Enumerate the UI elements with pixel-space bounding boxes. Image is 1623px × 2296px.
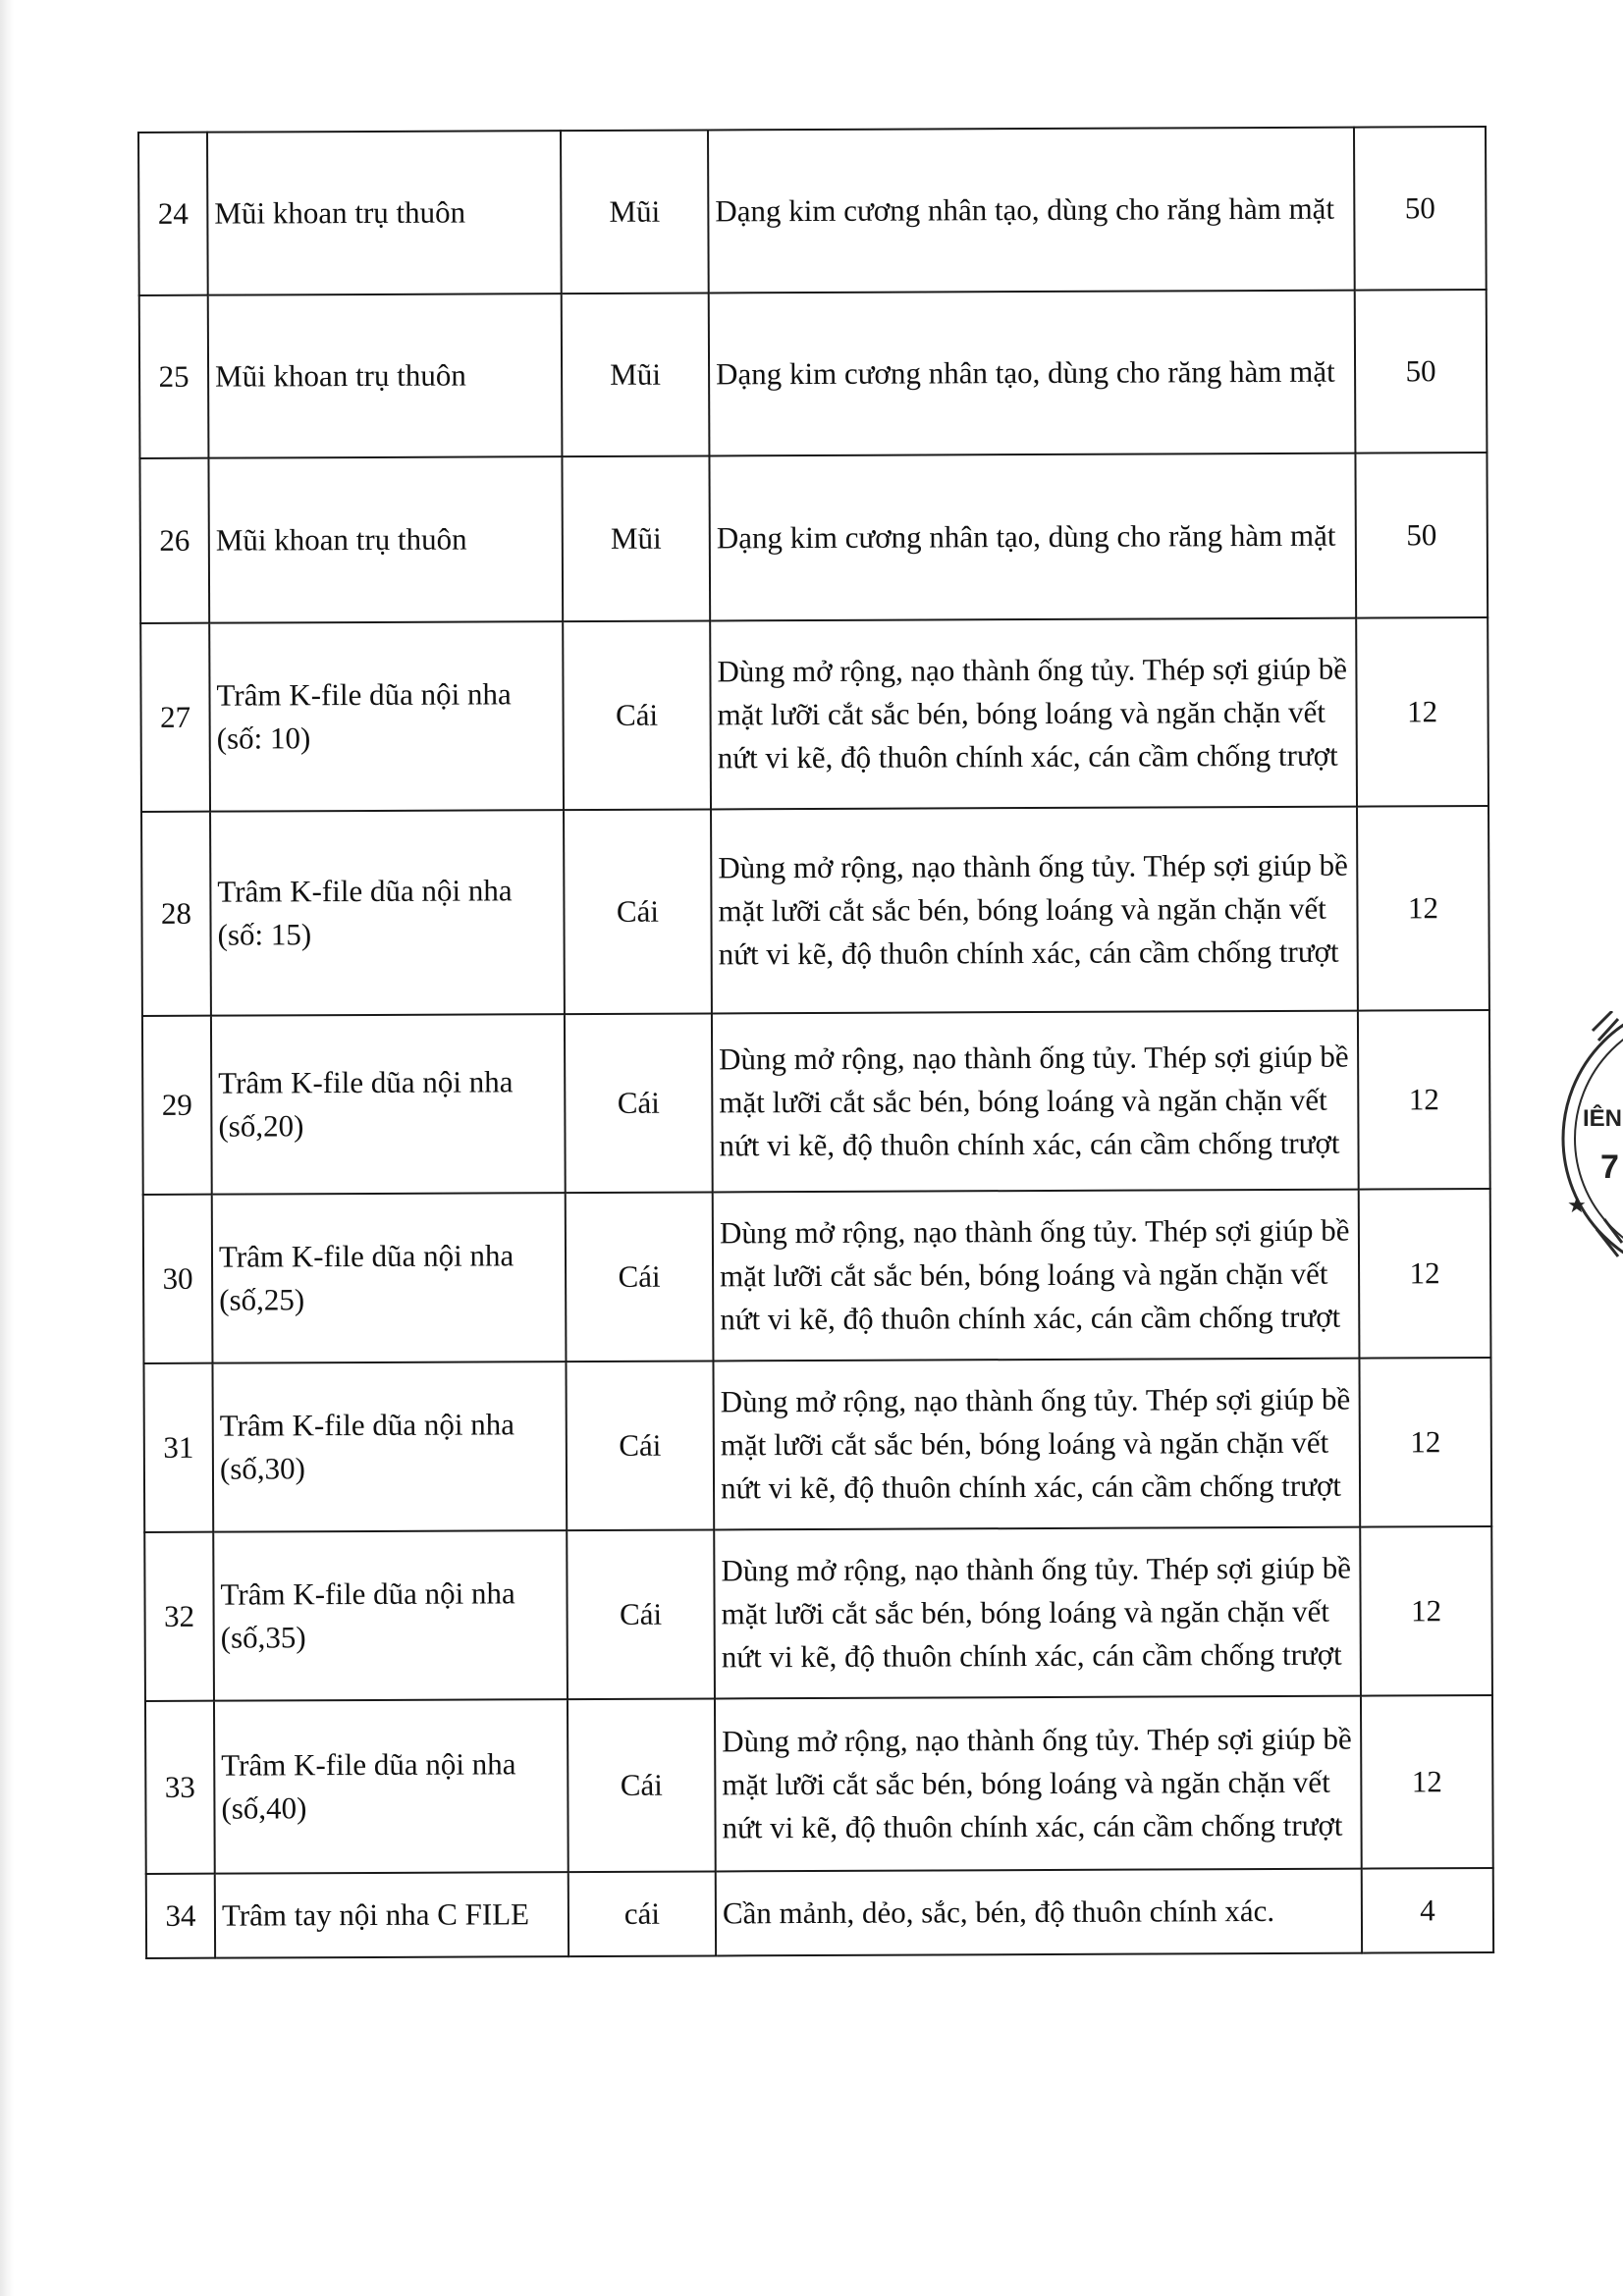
row-number: 25: [139, 295, 209, 458]
stamp-ring-icon: [1553, 1011, 1623, 1266]
item-unit: Mũi: [562, 455, 710, 621]
row-number: 33: [145, 1701, 215, 1874]
table-row: [139, 453, 1488, 623]
item-unit: Cái: [565, 1013, 713, 1193]
item-unit: Cái: [568, 1698, 716, 1872]
table-row: [139, 290, 1488, 458]
row-number: 34: [146, 1874, 215, 1958]
item-quantity: 50: [1355, 453, 1488, 618]
stamp-text-1: IÊN: [1583, 1105, 1623, 1132]
row-number: 31: [143, 1363, 213, 1532]
table-row: [144, 1526, 1492, 1701]
item-description: Dùng mở rộng, nạo thành ống tủy. Thép sợi giúp bề mặt lưỡi cắt sắc bén, bóng loáng và ngăn chặn vết nứt vi kẽ, độ thuôn chính xác, cán cầm chống trượt: [714, 1527, 1361, 1699]
item-unit: Cái: [566, 1192, 714, 1362]
item-description: Cần mảnh, dẻo, sắc, bén, độ thuôn chính xác.: [716, 1869, 1362, 1956]
table-row: [142, 1010, 1490, 1195]
item-description: Dùng mở rộng, nạo thành ống tủy. Thép sợi giúp bề mặt lưỡi cắt sắc bén, bóng loáng và ngăn chặn vết nứt vi kẽ, độ thuôn chính xác, cán cầm chống trượt: [713, 1359, 1360, 1530]
item-quantity: 4: [1362, 1868, 1493, 1953]
partial-stamp: [1553, 1011, 1623, 1266]
table-row: [143, 1358, 1491, 1532]
item-name: Trâm K-file dũa nội nha (số: 10): [209, 621, 564, 812]
row-number: 30: [143, 1195, 213, 1363]
item-name: Trâm K-file dũa nội nha (số: 15): [210, 810, 565, 1016]
item-quantity: 12: [1358, 1010, 1490, 1190]
item-description: Dạng kim cương nhân tạo, dùng cho răng hàm mặt: [709, 291, 1356, 456]
item-name: Trâm K-file dũa nội nha (số,35): [213, 1530, 568, 1701]
item-quantity: 12: [1361, 1695, 1493, 1869]
item-description: Dạng kim cương nhân tạo, dùng cho răng hàm mặt: [709, 454, 1356, 621]
equipment-table: [137, 126, 1494, 1959]
item-quantity: 12: [1359, 1358, 1491, 1527]
item-description: Dùng mở rộng, nạo thành ống tủy. Thép sợi giúp bề mặt lưỡi cắt sắc bén, bóng loáng và ngăn chặn vết nứt vi kẽ, độ thuôn chính xác, cán cầm chống trượt: [710, 618, 1357, 810]
item-unit: Mũi: [561, 130, 709, 294]
stamp-text-2: 7: [1600, 1148, 1619, 1186]
item-quantity: 50: [1354, 127, 1487, 291]
item-description: Dùng mở rộng, nạo thành ống tủy. Thép sợi giúp bề mặt lưỡi cắt sắc bén, bóng loáng và ngăn chặn vết nứt vi kẽ, độ thuôn chính xác, cán cầm chống trượt: [712, 1011, 1359, 1193]
item-quantity: 12: [1359, 1189, 1491, 1359]
item-quantity: 12: [1356, 617, 1488, 807]
scan-edge: [0, 0, 14, 2296]
table-row: [145, 1695, 1493, 1874]
item-name: Trâm K-file dũa nội nha (số,40): [214, 1699, 568, 1874]
item-name: Mũi khoan trụ thuôn: [208, 456, 563, 623]
svg-text:★: ★: [1567, 1194, 1587, 1218]
item-description: Dùng mở rộng, nạo thành ống tủy. Thép sợi giúp bề mặt lưỡi cắt sắc bén, bóng loáng và ngăn chặn vết nứt vi kẽ, độ thuôn chính xác, cán cầm chống trượt: [713, 1190, 1360, 1362]
item-unit: Cái: [563, 620, 711, 810]
item-unit: Cái: [567, 1529, 715, 1699]
row-number: 28: [141, 812, 211, 1016]
table-row: [138, 127, 1487, 295]
item-description: Dùng mở rộng, nạo thành ống tủy. Thép sợi giúp bề mặt lưỡi cắt sắc bén, bóng loáng và ngăn chặn vết nứt vi kẽ, độ thuôn chính xác, cán cầm chống trượt: [711, 807, 1358, 1014]
item-quantity: 50: [1355, 290, 1488, 454]
row-number: 29: [142, 1016, 212, 1195]
item-description: Dạng kim cương nhân tạo, dùng cho răng hàm mặt: [708, 128, 1355, 294]
table-row: [143, 1189, 1491, 1363]
table-row: [146, 1868, 1493, 1958]
item-name: Trâm K-file dũa nội nha (số,30): [212, 1362, 567, 1532]
item-description: Dùng mở rộng, nạo thành ống tủy. Thép sợi giúp bề mặt lưỡi cắt sắc bén, bóng loáng và ngăn chặn vết nứt vi kẽ, độ thuôn chính xác, cán cầm chống trượt: [715, 1696, 1362, 1872]
row-number: 24: [138, 133, 208, 295]
item-name: Trâm K-file dũa nội nha (số,20): [211, 1014, 566, 1195]
table-row: [140, 617, 1488, 812]
item-unit: Cái: [566, 1361, 714, 1530]
item-quantity: 12: [1360, 1526, 1492, 1696]
item-unit: Mũi: [562, 293, 710, 456]
item-unit: cái: [568, 1871, 716, 1956]
item-name: Mũi khoan trụ thuôn: [208, 294, 563, 458]
item-unit: Cái: [564, 809, 712, 1014]
item-quantity: 12: [1357, 806, 1489, 1011]
row-number: 26: [139, 458, 209, 623]
table-row: [141, 806, 1489, 1016]
row-number: 27: [140, 623, 210, 812]
row-number: 32: [144, 1532, 214, 1701]
item-name: Trâm tay nội nha C FILE: [215, 1872, 568, 1958]
item-name: Mũi khoan trụ thuôn: [207, 131, 562, 295]
item-name: Trâm K-file dũa nội nha (số,25): [212, 1193, 567, 1363]
